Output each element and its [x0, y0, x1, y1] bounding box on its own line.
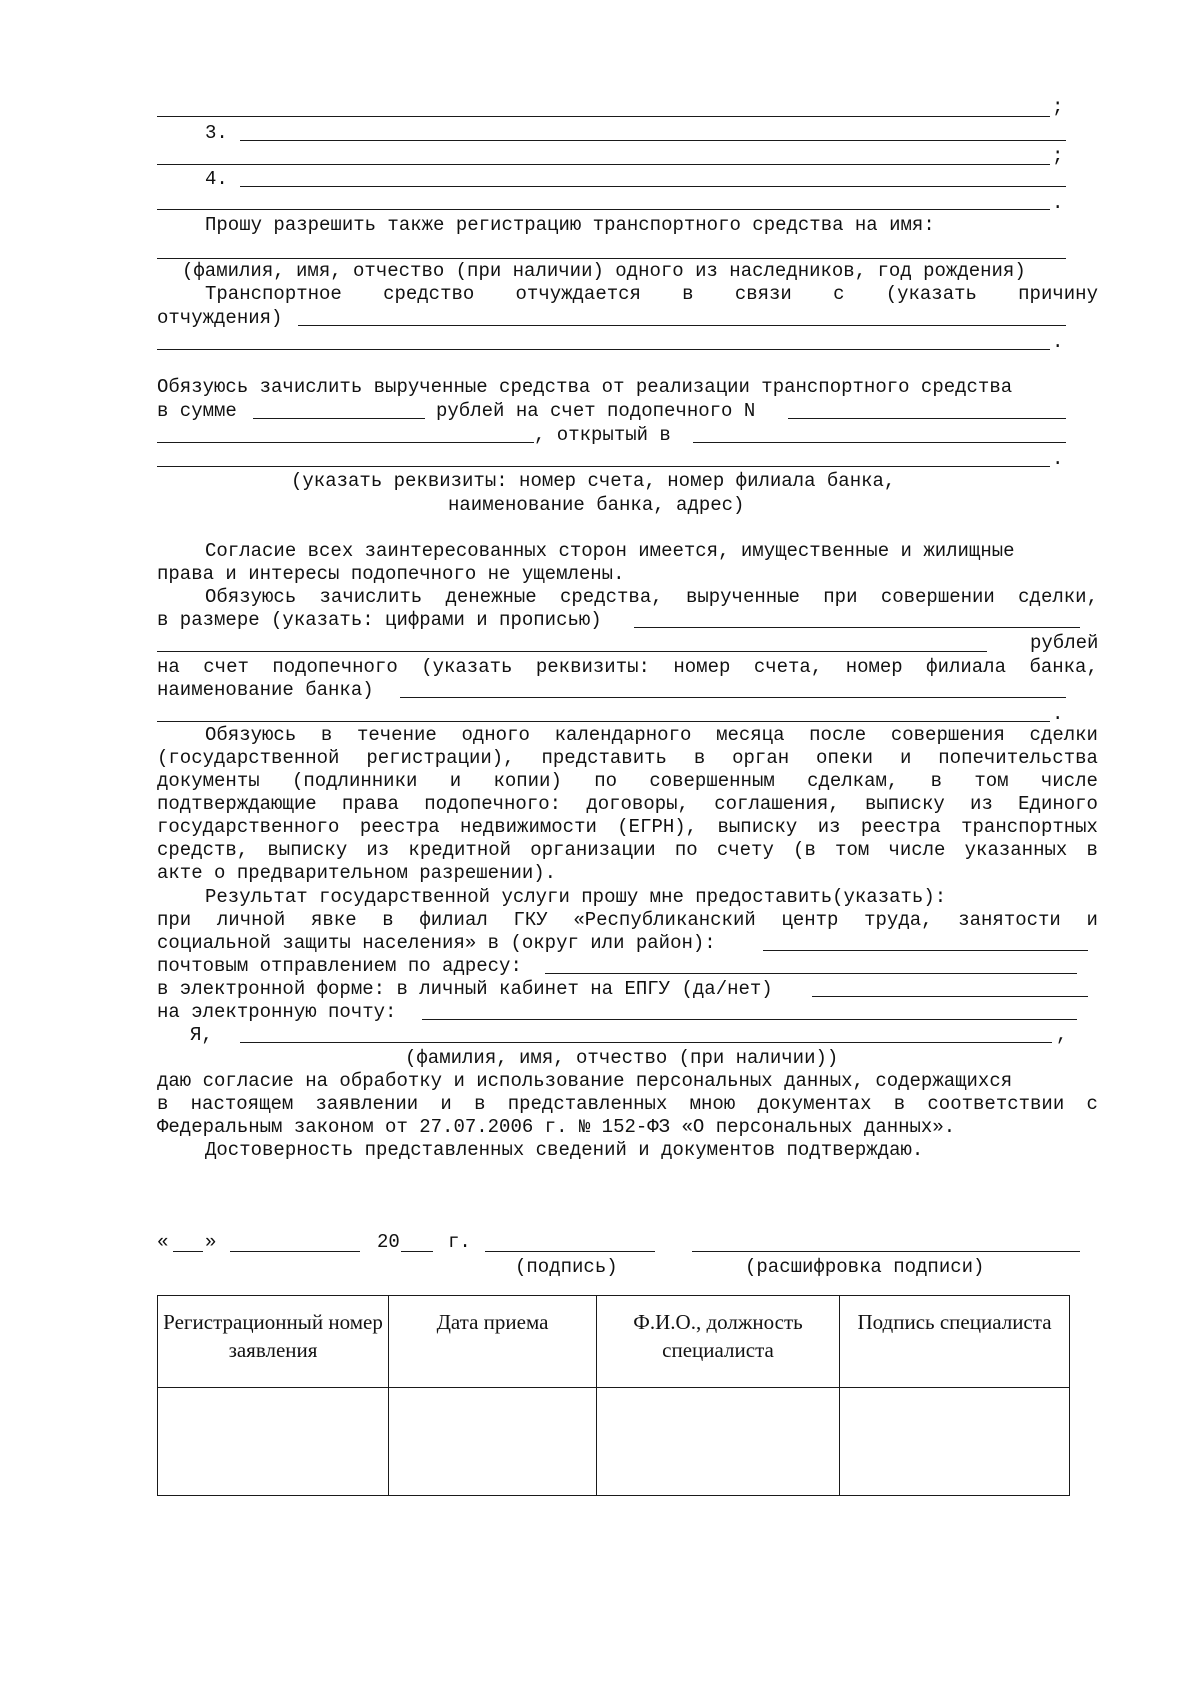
blank-line[interactable] — [157, 116, 1050, 117]
table-row — [158, 1388, 1070, 1496]
documents-text: средств, выписку из кредитной организации по счету (в том числе указанных в — [157, 839, 1098, 861]
sum-field[interactable] — [253, 418, 425, 419]
blank-line[interactable] — [157, 209, 1050, 210]
documents-text: Обязуюсь в течение одного календарного месяца после совершения сделки — [205, 724, 1098, 746]
registration-request-text: Прошу разрешить также регистрацию транспортного средства на имя: — [205, 214, 935, 236]
blank-line[interactable] — [157, 349, 1050, 350]
opened-in-label: , открытый в — [534, 424, 671, 446]
line-comma: , — [1056, 1024, 1068, 1046]
date-received-cell[interactable] — [389, 1388, 597, 1496]
documents-text: акте о предварительном разрешении). — [157, 862, 557, 884]
account-requisites-line: на счет подопечного (указать реквизиты: номер счета, номер филиала банка, — [157, 656, 1098, 678]
in-person-option: при личной явке в филиал ГКУ «Республиканский центр труда, занятости и — [157, 909, 1098, 931]
blank-line[interactable] — [157, 258, 1066, 259]
bank-field[interactable] — [693, 442, 1066, 443]
decoding-hint: (расшифровка подписи) — [745, 1256, 985, 1278]
header-registration-number: Регистрационный номер заявления — [158, 1296, 389, 1388]
header-specialist-signature: Подпись специалиста — [840, 1296, 1070, 1388]
list-item-4: 4. — [205, 168, 228, 190]
personal-data-text: в настоящем заявлении и в представленных мною документах в соответствии с — [157, 1093, 1098, 1115]
date-quote-close: » — [205, 1231, 217, 1253]
personal-data-text: Федеральным законом от 27.07.2006 г. № 152-ФЗ «О персональных данных». — [157, 1116, 956, 1138]
account-number-field[interactable] — [788, 418, 1066, 419]
heir-hint: (фамилия, имя, отчество (при наличии) одного из наследников, год рождения) — [182, 260, 1026, 282]
list-punctuation: ; — [1052, 145, 1064, 167]
year-field[interactable] — [401, 1251, 433, 1252]
proceeds-text: Обязуюсь зачислить вырученные средства от реализации транспортного средства — [157, 376, 1013, 398]
postal-address-field[interactable] — [545, 973, 1077, 974]
specialist-name-cell[interactable] — [597, 1388, 840, 1496]
consent-text: права и интересы подопечного не ущемлены. — [157, 563, 625, 585]
blank-line[interactable] — [240, 140, 1066, 141]
blank-line[interactable] — [157, 651, 987, 652]
name-hint: (фамилия, имя, отчество (при наличии)) — [405, 1047, 839, 1069]
deposit-line: Обязуюсь зачислить денежные средства, выручeнные при совершении сделки, — [205, 586, 1098, 608]
email-option: на электронную почту: — [157, 1001, 397, 1023]
rubles-label: рублей — [1030, 632, 1099, 654]
blank-line[interactable] — [157, 442, 534, 443]
consent-text: Согласие всех заинтересованных сторон имеется, имущественные и жилищные — [205, 540, 1015, 562]
account-label: рублей на счет подопечного N — [436, 400, 756, 422]
bank-name-label: наименование банка) — [157, 679, 374, 701]
alienation-line: Транспортное средство отчуждается в связи с (указать причину — [205, 283, 1098, 305]
documents-text: государственного реестра недвижимости (ЕГРН), выписку из реестра транспортных — [157, 816, 1098, 838]
sum-label: в сумме — [157, 400, 237, 422]
registration-table — [157, 1295, 1070, 1496]
deposit-amount-field[interactable] — [634, 627, 1080, 628]
requisites-hint: наименование банка, адрес) — [448, 494, 745, 516]
blank-line[interactable] — [157, 466, 1050, 467]
date-quote-open: « — [157, 1231, 169, 1253]
personal-data-text: даю согласие на обработку и использование персональных данных, содержащихся — [157, 1070, 1013, 1092]
post-option: почтовым отправлением по адресу: — [157, 955, 522, 977]
electronic-option: в электронной форме: в личный кабинет на ЕПГУ (да/нет) — [157, 978, 773, 1000]
documents-text: (государственной регистрации), представить в орган опеки и попечительства — [157, 747, 1098, 769]
list-punctuation: . — [1052, 192, 1064, 214]
month-field[interactable] — [230, 1251, 360, 1252]
i-label: Я, — [190, 1024, 213, 1046]
signature-decoding-field[interactable] — [692, 1251, 1080, 1252]
requisites-hint: (указать реквизиты: номер счета, номер филиала банка, — [291, 470, 896, 492]
epgu-field[interactable] — [812, 996, 1088, 997]
line-dot: . — [1052, 448, 1064, 470]
documents-text: документы (подлинники и копии) по совершенным сделкам, в том числе — [157, 770, 1098, 792]
table-header-row — [158, 1296, 1070, 1388]
day-field[interactable] — [173, 1251, 203, 1252]
email-field[interactable] — [422, 1019, 1077, 1020]
signature-field[interactable] — [485, 1251, 655, 1252]
bank-name-field[interactable] — [400, 697, 1066, 698]
full-name-field[interactable] — [240, 1042, 1052, 1043]
year-prefix: 20 — [377, 1231, 400, 1253]
registration-number-cell[interactable] — [158, 1388, 389, 1496]
specialist-signature-cell[interactable] — [840, 1388, 1070, 1496]
year-suffix: г. — [448, 1231, 471, 1253]
documents-text: подтверждающие права подопечного: договоры, соглашения, выписку из Единого — [157, 793, 1098, 815]
confirmation-text: Достоверность представленных сведений и документов подтверждаю. — [205, 1139, 924, 1161]
district-field[interactable] — [763, 950, 1088, 951]
line-dot: . — [1052, 331, 1064, 353]
blank-line[interactable] — [157, 164, 1050, 165]
alienation-cont: отчуждения) — [157, 307, 283, 329]
header-date-received: Дата приема — [389, 1296, 597, 1388]
line-dot: . — [1052, 703, 1064, 725]
header-specialist-name: Ф.И.О., должность специалиста — [597, 1296, 840, 1388]
deposit-amount-label: в размере (указать: цифрами и прописью) — [157, 609, 602, 631]
list-item-3: 3. — [205, 122, 228, 144]
signature-hint: (подпись) — [515, 1256, 618, 1278]
in-person-option: социальной защиты населения» в (округ или район): — [157, 932, 716, 954]
blank-line[interactable] — [240, 186, 1066, 187]
alienation-reason-field[interactable] — [298, 325, 1066, 326]
blank-line[interactable] — [157, 721, 1050, 722]
list-punctuation: ; — [1052, 96, 1064, 118]
result-title: Результат государственной услуги прошу мне предоставить(указать): — [205, 886, 947, 908]
